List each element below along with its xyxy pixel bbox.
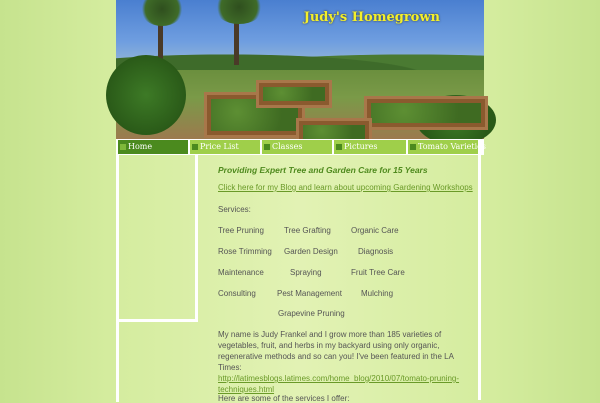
nav-label: Price List: [200, 142, 239, 151]
nav-bullet-icon: [336, 144, 342, 150]
services-row: [278, 309, 345, 318]
banner-raised-bed-3: [364, 96, 488, 130]
nav-label: Tomato Varieties: [418, 142, 487, 151]
services-offer-text: Here are some of the services I offer:: [218, 394, 350, 403]
page-headline: Providing Expert Tree and Garden Care for 15 Years: [218, 165, 428, 175]
service-item: Garden Design: [284, 247, 338, 256]
service-item: Organic Care: [351, 226, 399, 235]
banner-palm-top: [140, 0, 184, 26]
service-item: Diagnosis: [358, 247, 394, 256]
blog-link[interactable]: Click here for my Blog and learn about upcoming Gardening Workshops: [218, 183, 473, 192]
service-item: Mulching: [361, 289, 394, 298]
service-item: Maintenance: [218, 268, 264, 277]
nav-label: Pictures: [344, 142, 378, 151]
bio-text: My name is Judy Frankel and I grow more than 185 varieties of vegetables, fruit, and herbs in my backyard using only organic, regenerative methods and so can you! I've been featured in the LA Times:: [218, 330, 454, 372]
service-item: Consulting: [218, 289, 256, 298]
nav-price-list[interactable]: [190, 140, 260, 154]
service-item: Grapevine Pruning: [278, 309, 345, 318]
nav-bullet-icon: [120, 144, 126, 150]
sidebar-lower: [116, 322, 198, 402]
main-content: [218, 163, 478, 403]
service-item: Tree Grafting: [284, 226, 331, 235]
nav-home[interactable]: [118, 140, 188, 154]
nav-tomato-varieties[interactable]: [408, 140, 487, 154]
site-title: Judy's Homegrown: [303, 10, 440, 25]
service-item: Rose Trimming: [218, 247, 272, 256]
service-item: Spraying: [290, 268, 322, 277]
banner-bush-left: [106, 55, 186, 135]
content-right-border: [478, 155, 484, 400]
services-heading: Services:: [218, 205, 251, 214]
nav-bullet-icon: [264, 144, 270, 150]
banner-raised-bed-2: [256, 80, 332, 108]
nav-pictures[interactable]: [334, 140, 406, 154]
la-times-link[interactable]: http://latimesblogs.latimes.com/home_blog/2010/07/tomato-pruning-techniques.html: [218, 374, 460, 394]
service-item: Fruit Tree Care: [351, 268, 405, 277]
sidebar-box: [116, 155, 198, 322]
nav-label: Home: [128, 142, 153, 151]
header-banner-photo: [116, 0, 484, 139]
nav-bullet-icon: [410, 144, 416, 150]
nav-bullet-icon: [192, 144, 198, 150]
banner-palm-top-2: [214, 0, 264, 24]
nav-label: Classes: [272, 142, 303, 151]
bio-paragraph: [218, 329, 470, 395]
nav-classes[interactable]: [262, 140, 332, 154]
service-item: Tree Pruning: [218, 226, 264, 235]
service-item: Pest Management: [277, 289, 342, 298]
main-nav: [116, 139, 487, 155]
